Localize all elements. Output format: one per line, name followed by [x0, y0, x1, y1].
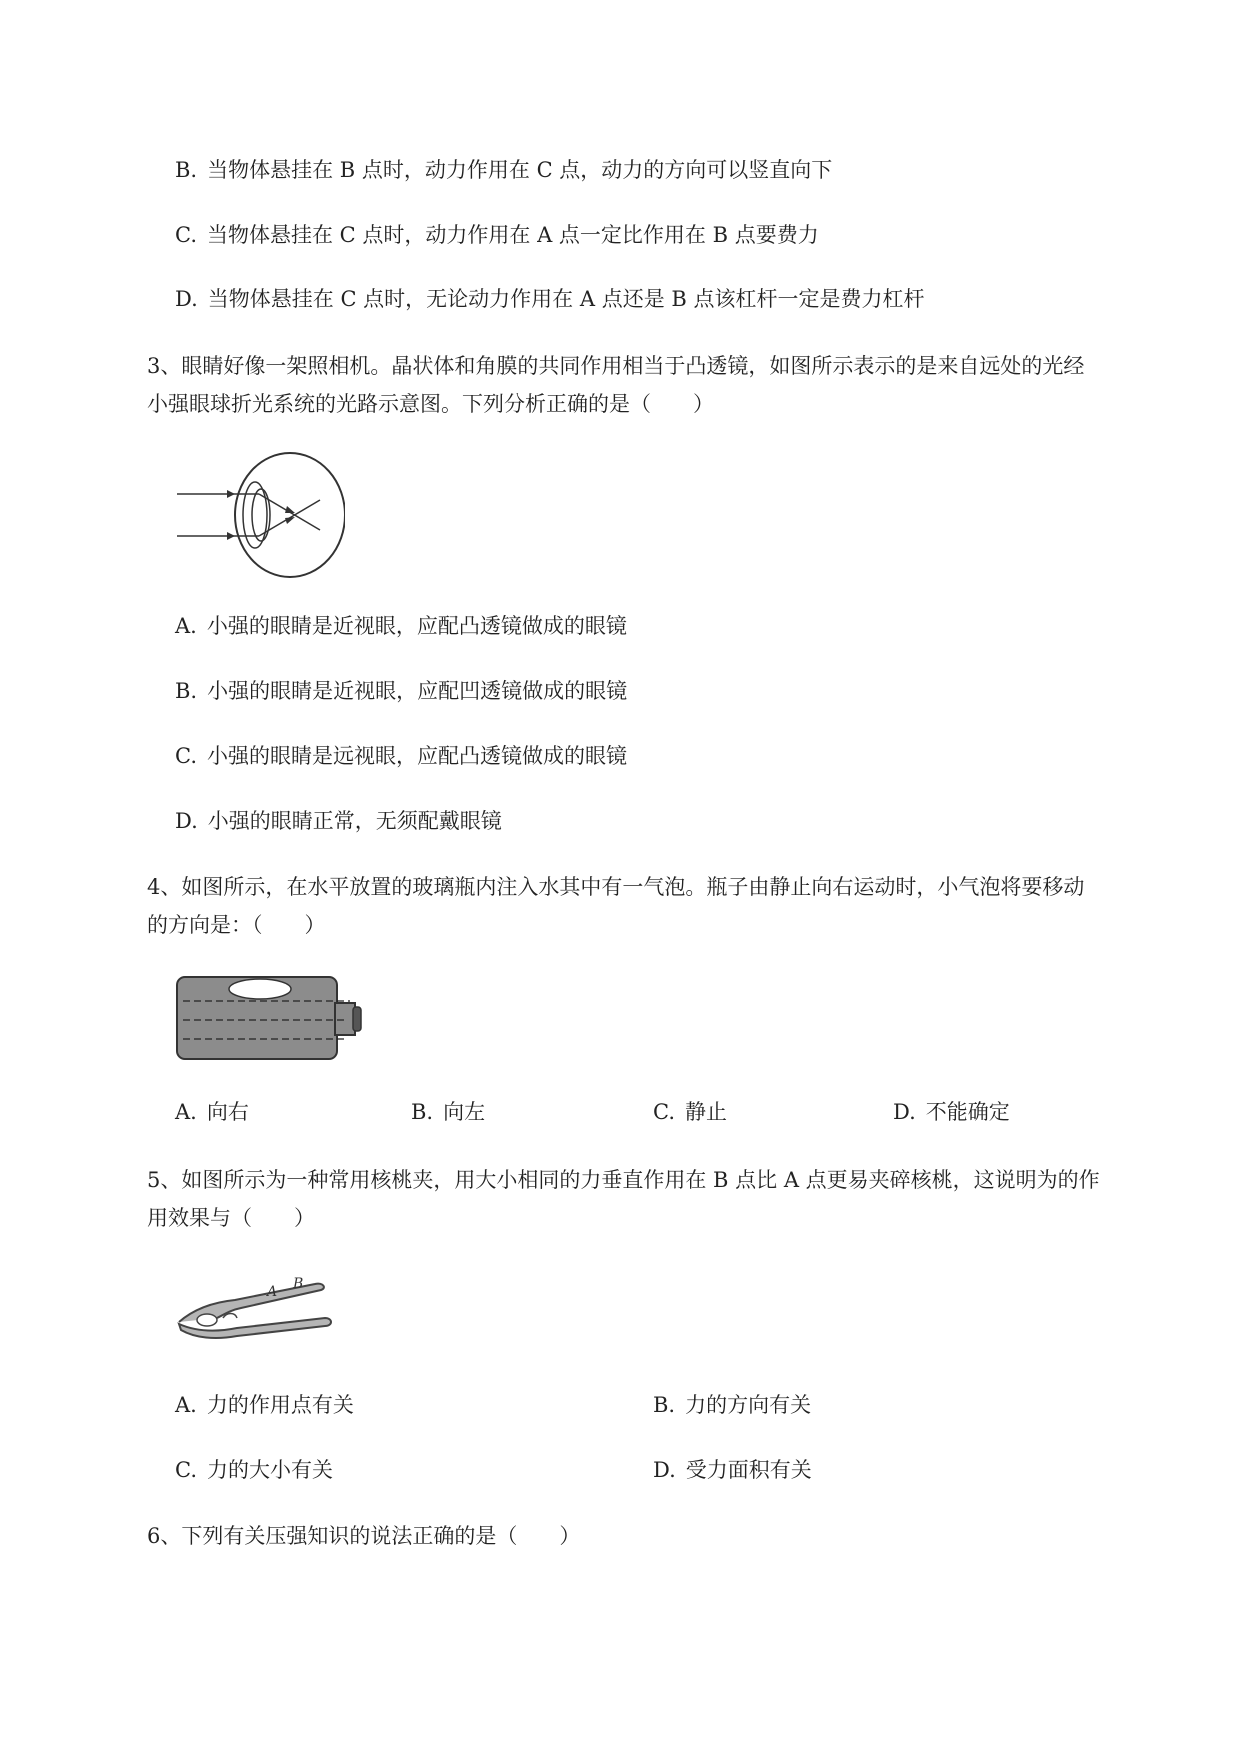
option-text: 受力面积有关: [685, 1458, 812, 1482]
q4-option-c: [653, 1098, 727, 1126]
q4-stem-line1: 4、如图所示，在水平放置的玻璃瓶内注入水其中有一气泡。瓶子由静止向右运动时，小气泡将要移动: [147, 875, 1085, 899]
q4-stem-line2: 的方向是：（ ）: [147, 913, 326, 937]
q3-stem-line1: 3、眼睛好像一架照相机。晶状体和角膜的共同作用相当于凸透镜，如图所示表示的是来自远处的光经: [147, 354, 1085, 378]
option-label: A.: [175, 1393, 197, 1417]
q6-stem-line1: 6、下列有关压强知识的说法正确的是（ ）: [147, 1524, 581, 1548]
option-text: 当物体悬挂在 C 点时，动力作用在 A 点一定比作用在 B 点要费力: [207, 223, 819, 247]
point-a-label: A: [267, 1284, 278, 1300]
q5-option-d: [653, 1456, 812, 1484]
option-label: D.: [653, 1458, 676, 1482]
q3-option-c: [175, 742, 627, 770]
option-label: D.: [175, 287, 198, 311]
option-label: C.: [175, 1458, 197, 1482]
q2-option-d: [175, 285, 924, 313]
option-text: 当物体悬挂在 B 点时，动力作用在 C 点，动力的方向可以竖直向下: [207, 158, 833, 182]
option-text: 小强的眼睛是远视眼，应配凸透镜做成的眼镜: [207, 744, 627, 768]
option-text: 力的作用点有关: [206, 1393, 354, 1417]
option-label: A.: [175, 614, 197, 638]
option-text: 向左: [443, 1100, 486, 1124]
nutcracker-figure: [175, 1262, 340, 1344]
option-label: A.: [175, 1100, 197, 1124]
option-text: 不能确定: [925, 1100, 1010, 1124]
q5-stem-line2: 用效果与（ ）: [147, 1206, 315, 1230]
q3-option-a: [175, 612, 627, 640]
eye-diagram-figure: [175, 450, 345, 580]
q2-option-c: [175, 221, 819, 249]
q4-option-b: [411, 1098, 485, 1126]
option-text: 小强的眼睛是近视眼，应配凸透镜做成的眼镜: [206, 614, 627, 638]
option-label: B.: [175, 158, 198, 182]
q3-stem-line2: 小强眼球折光系统的光路示意图。下列分析正确的是（ ）: [147, 392, 714, 416]
option-label: D.: [175, 809, 198, 833]
point-b-label: B: [293, 1276, 304, 1292]
bottle-bubble-figure: [175, 975, 375, 1063]
q5-stem-line1: 5、如图所示为一种常用核桃夹，用大小相同的力垂直作用在 B 点比 A 点更易夹碎核桃，这说明为的作: [147, 1168, 1100, 1192]
option-label: D.: [893, 1100, 916, 1124]
q5-option-b: [653, 1391, 811, 1419]
option-label: C.: [653, 1100, 675, 1124]
option-label: C.: [175, 744, 197, 768]
option-text: 当物体悬挂在 C 点时，无论动力作用在 A 点还是 B 点该杠杆一定是费力杠杆: [207, 287, 925, 311]
q2-option-b: [175, 156, 832, 184]
option-text: 静止: [685, 1100, 727, 1124]
option-text: 小强的眼睛正常，无须配戴眼镜: [207, 809, 502, 833]
q5-option-c: [175, 1456, 333, 1484]
q3-option-d: [175, 807, 502, 835]
option-label: C.: [175, 223, 197, 247]
option-text: 力的方向有关: [685, 1393, 812, 1417]
q4-option-d: [893, 1098, 1010, 1126]
q4-option-a: [175, 1098, 249, 1126]
option-label: B.: [175, 679, 198, 703]
option-text: 向右: [206, 1100, 249, 1124]
option-text: 力的大小有关: [207, 1458, 333, 1482]
option-text: 小强的眼睛是近视眼，应配凹透镜做成的眼镜: [207, 679, 628, 703]
q5-option-a: [175, 1391, 354, 1419]
option-label: B.: [653, 1393, 676, 1417]
option-label: B.: [411, 1100, 434, 1124]
q3-option-b: [175, 677, 627, 705]
